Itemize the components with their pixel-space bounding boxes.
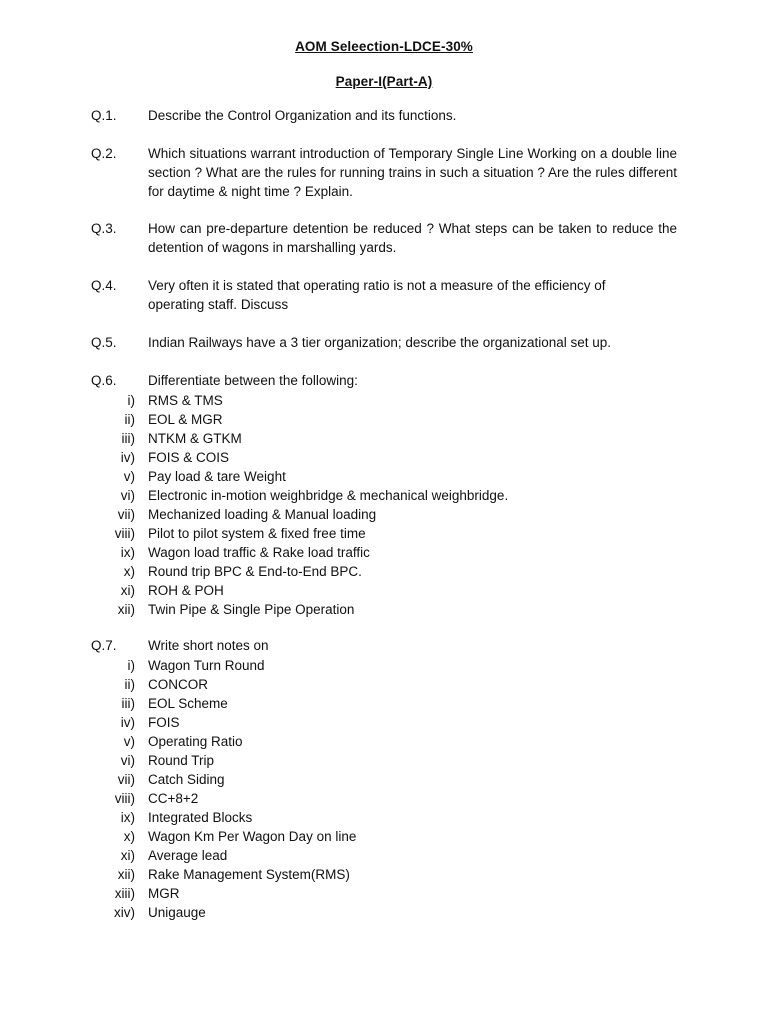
- list-item-text: EOL Scheme: [148, 696, 228, 711]
- list-item: [100, 562, 680, 581]
- question-7: [91, 637, 677, 656]
- list-item-numeral: ix): [120, 545, 135, 560]
- list-item: [100, 581, 680, 600]
- list-item-text: FOIS & COIS: [148, 450, 230, 465]
- list-item: [100, 675, 680, 694]
- list-item-numeral: iv): [120, 450, 135, 465]
- list-item-numeral: xii): [117, 602, 135, 617]
- list-item-text: CC+8+2: [148, 791, 199, 806]
- list-item-text: Round trip BPC & End-to-End BPC.: [148, 564, 362, 579]
- list-item-text: Unigauge: [148, 905, 206, 920]
- list-item-text: Wagon load traffic & Rake load traffic: [148, 545, 370, 560]
- question-4: [91, 277, 677, 315]
- list-item-numeral: v): [123, 469, 135, 484]
- list-item-text: FOIS: [148, 715, 180, 730]
- list-item: [100, 505, 680, 524]
- q6-item-list: [100, 391, 680, 619]
- list-item: [100, 846, 680, 865]
- list-item-numeral: xiv): [114, 905, 135, 920]
- list-item-text: Mechanized loading & Manual loading: [148, 507, 377, 522]
- list-item-numeral: vii): [117, 772, 135, 787]
- list-item: [100, 694, 680, 713]
- list-item: [100, 789, 680, 808]
- list-item-text: Pay load & tare Weight: [148, 469, 286, 484]
- list-item-text: Round Trip: [148, 753, 215, 768]
- list-item-numeral: x): [123, 829, 135, 844]
- question-6: [91, 372, 677, 391]
- list-item-text: Twin Pipe & Single Pipe Operation: [148, 602, 355, 617]
- list-item: [100, 543, 680, 562]
- question-text: Describe the Control Organization and its functions.: [148, 108, 457, 123]
- list-item: [100, 865, 680, 884]
- list-item: [100, 884, 680, 903]
- list-item-numeral: vi): [120, 753, 135, 768]
- list-item: [100, 429, 680, 448]
- list-item-numeral: i): [127, 658, 135, 673]
- list-item-numeral: xiii): [114, 886, 135, 901]
- question-number: Q.2.: [91, 146, 117, 161]
- list-item-text: RMS & TMS: [148, 393, 223, 408]
- question-text: Which situations warrant introduction of Temporary Single Line Working on a double line section ? What are the rules for running trains in such a situation ? Are the rules different for daytime & night time ? Explain.: [148, 146, 677, 199]
- list-item: [100, 751, 680, 770]
- list-item: [100, 467, 680, 486]
- list-item: [100, 827, 680, 846]
- list-item-numeral: i): [127, 393, 135, 408]
- question-text: How can pre-departure detention be reduced ? What steps can be taken to reduce the detention of wagons in marshalling yards.: [148, 221, 677, 255]
- list-item-text: Catch Siding: [148, 772, 225, 787]
- list-item-numeral: v): [123, 734, 135, 749]
- list-item-numeral: ix): [120, 810, 135, 825]
- list-item: [100, 391, 680, 410]
- list-item: [100, 486, 680, 505]
- question-5: [91, 334, 677, 353]
- list-item-text: Operating Ratio: [148, 734, 243, 749]
- list-item-numeral: vii): [117, 507, 135, 522]
- list-item: [100, 903, 680, 922]
- list-item: [100, 808, 680, 827]
- question-text: Write short notes on: [148, 638, 269, 653]
- list-item-numeral: xi): [120, 583, 135, 598]
- question-3: [91, 220, 677, 258]
- list-item-numeral: vi): [120, 488, 135, 503]
- list-item: [100, 713, 680, 732]
- question-1: [91, 107, 677, 126]
- document-subtitle: Paper-I(Part-A): [335, 74, 433, 89]
- question-number: Q.7.: [91, 638, 117, 653]
- question-text: Indian Railways have a 3 tier organization; describe the organizational set up.: [148, 335, 612, 350]
- question-number: Q.6.: [91, 373, 117, 388]
- list-item: [100, 410, 680, 429]
- list-item-numeral: ii): [124, 677, 135, 692]
- question-text: Differentiate between the following:: [148, 373, 358, 388]
- list-item-text: ROH & POH: [148, 583, 224, 598]
- list-item-numeral: xi): [120, 848, 135, 863]
- list-item-text: Pilot to pilot system & fixed free time: [148, 526, 366, 541]
- list-item-numeral: iii): [121, 431, 135, 446]
- question-2: [91, 145, 677, 201]
- list-item-text: EOL & MGR: [148, 412, 223, 427]
- list-item-text: NTKM & GTKM: [148, 431, 242, 446]
- list-item-numeral: viii): [114, 526, 135, 541]
- list-item-numeral: x): [123, 564, 135, 579]
- list-item-text: Wagon Turn Round: [148, 658, 265, 673]
- list-item-numeral: iii): [121, 696, 135, 711]
- list-item: [100, 770, 680, 789]
- question-number: Q.3.: [91, 221, 117, 236]
- q7-item-list: [100, 656, 680, 922]
- list-item-text: Wagon Km Per Wagon Day on line: [148, 829, 357, 844]
- list-item-text: Electronic in-motion weighbridge & mechanical weighbridge.: [148, 488, 509, 503]
- question-number: Q.4.: [91, 278, 117, 293]
- list-item-text: CONCOR: [148, 677, 208, 692]
- list-item-text: MGR: [148, 886, 180, 901]
- list-item-text: Average lead: [148, 848, 228, 863]
- question-text: Very often it is stated that operating ratio is not a measure of the efficiency of operating staff. Discuss: [148, 278, 606, 312]
- list-item: [100, 656, 680, 675]
- list-item: [100, 600, 680, 619]
- question-number: Q.1.: [91, 108, 117, 123]
- list-item: [100, 448, 680, 467]
- list-item-numeral: iv): [120, 715, 135, 730]
- question-number: Q.5.: [91, 335, 117, 350]
- list-item-numeral: viii): [114, 791, 135, 806]
- list-item: [100, 524, 680, 543]
- document-title: AOM Seleection-LDCE-30%: [295, 39, 473, 54]
- list-item-numeral: ii): [124, 412, 135, 427]
- list-item-text: Rake Management System(RMS): [148, 867, 350, 882]
- list-item-text: Integrated Blocks: [148, 810, 253, 825]
- list-item: [100, 732, 680, 751]
- list-item-numeral: xii): [117, 867, 135, 882]
